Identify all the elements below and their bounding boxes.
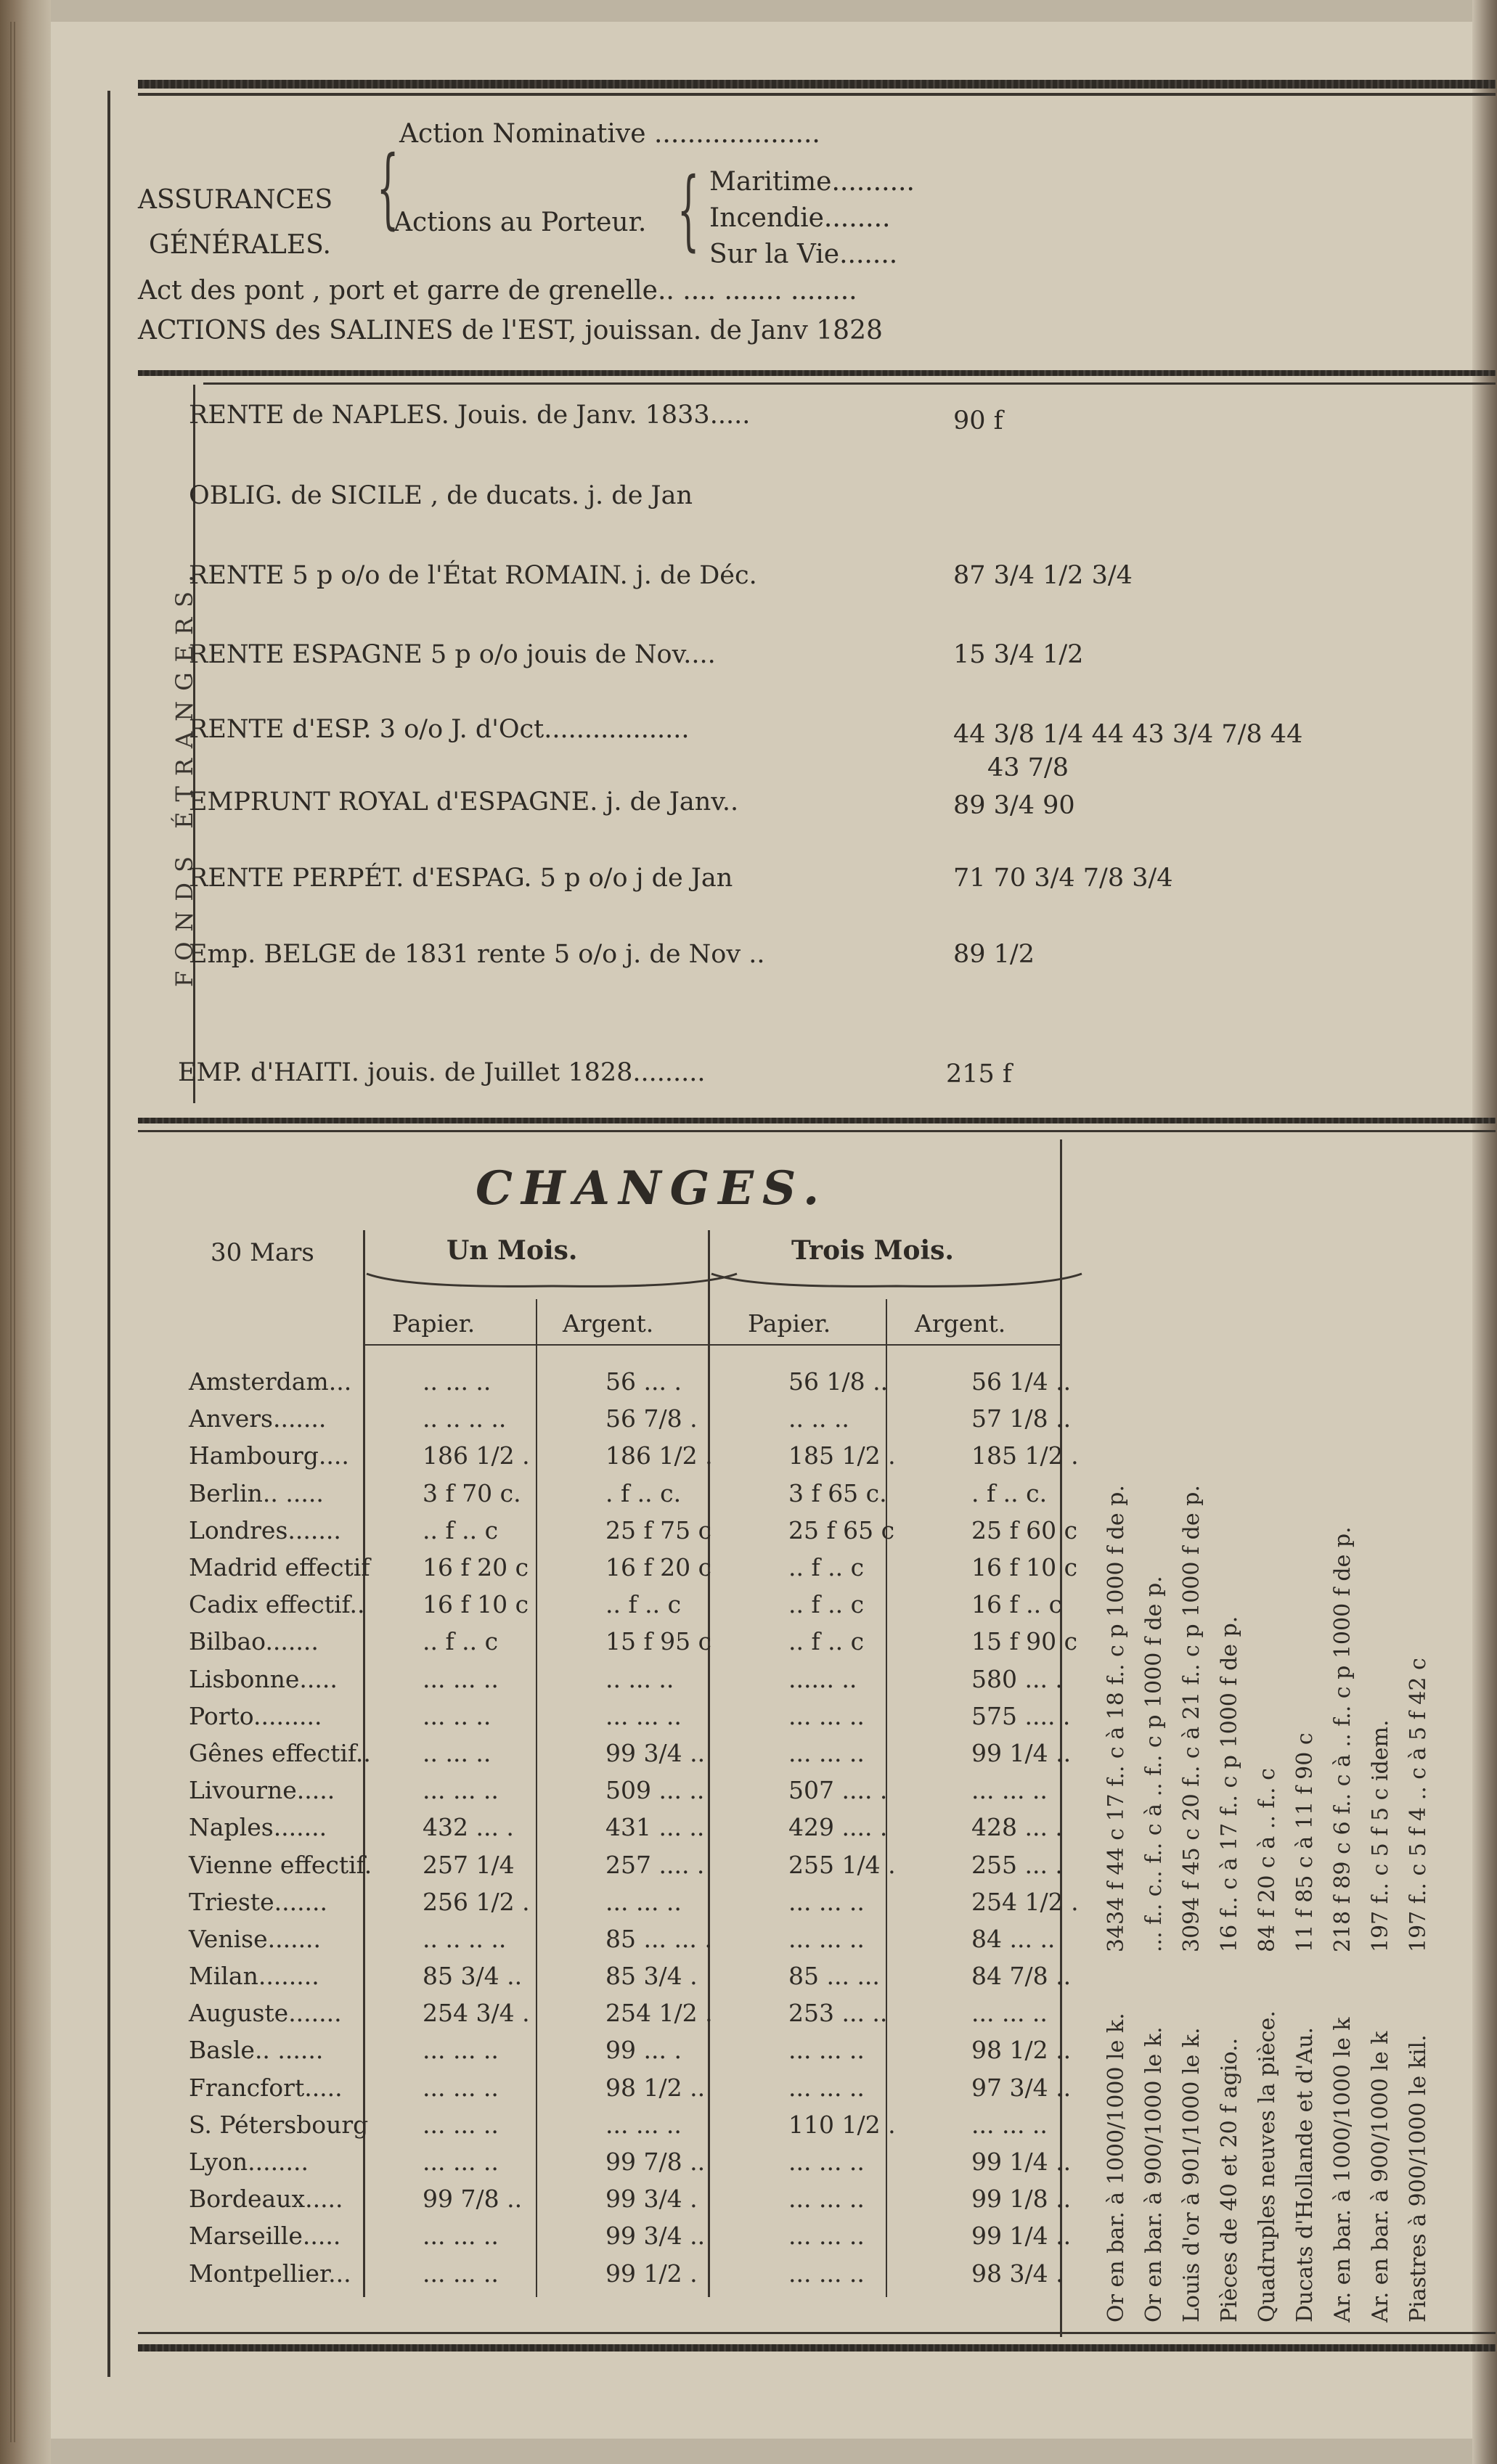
- papier-1m: ... ... ..: [423, 1664, 499, 1693]
- changes-row: [183, 2180, 1146, 2217]
- metal-label: Piastres à 900/1000 le kil.: [1406, 2034, 1431, 2322]
- papier-1m: .. ... ..: [423, 1367, 491, 1396]
- argent-3m: . f .. c.: [971, 1478, 1048, 1507]
- city-cell: Londres.......: [189, 1515, 341, 1544]
- papier-1m: 16 f 20 c: [423, 1553, 529, 1582]
- metal-price: 197 f.. c 5 f 4 .. c à 5 f 42 c: [1406, 1658, 1431, 1952]
- argent-1m: .. ... ..: [605, 1664, 674, 1693]
- changes-table: [183, 1363, 1146, 2292]
- argent-3m: 16 f 10 c: [971, 1553, 1078, 1582]
- argent-1m: 254 1/2 .: [605, 1999, 713, 2028]
- metal-label: Ar. en bar. à 900/1000 le k: [1368, 2031, 1393, 2322]
- papier-1m: .. f .. c: [423, 1515, 499, 1544]
- fonds-name: RENTE ESPAGNE 5 p o/o jouis de Nov....: [189, 640, 716, 669]
- city-cell: Hambourg....: [189, 1441, 349, 1470]
- city-cell: Gênes effectif..: [189, 1738, 371, 1767]
- papier-3m: ... ... ..: [788, 1701, 865, 1730]
- papier-3m: 185 1/2 .: [788, 1441, 896, 1470]
- changes-row: [183, 2106, 1146, 2143]
- papier-3m: 56 1/8 ..: [788, 1367, 889, 1396]
- metal-price: 3434 f 44 c 17 f.. c à 18 f.. c p 1000 f de p.: [1104, 1485, 1129, 1952]
- argent-1m: 257 .... .: [605, 1850, 705, 1879]
- changes-date: 30 Mars: [211, 1238, 314, 1267]
- papier-3m: 25 f 65 c: [788, 1515, 895, 1544]
- papier-3m: ... ... ..: [788, 1738, 865, 1767]
- maritime: Maritime..........: [709, 167, 915, 197]
- papier-3m: 110 1/2 .: [788, 2110, 896, 2139]
- fonds-price: 215 f: [946, 1060, 1012, 1089]
- papier-1m: 257 1/4: [423, 1850, 515, 1879]
- papier-3m: ... ... ..: [788, 2185, 865, 2214]
- pont-port-line: Act des pont , port et garre de grenelle.. .... ....... ........: [138, 276, 857, 306]
- incendie: Incendie........: [709, 203, 891, 233]
- changes-title: CHANGES.: [476, 1161, 828, 1216]
- argent-1m: 509 ... ..: [605, 1776, 705, 1805]
- changes-row: [183, 2217, 1146, 2254]
- argent-3m: 428 ... .: [971, 1813, 1063, 1842]
- papier-3m: ... ... ..: [788, 2222, 865, 2251]
- argent-3m: ... ... ..: [971, 2110, 1048, 2139]
- fonds-price: 89 3/4 90: [953, 791, 1075, 820]
- assurances-label: ASSURANCES: [138, 185, 333, 215]
- fonds-bottom-rule: [138, 1118, 1496, 1123]
- argent-1m: 56 7/8 .: [605, 1404, 698, 1433]
- argent-3m: 84 7/8 ..: [971, 1962, 1072, 1991]
- papier-1m: .. f .. c: [423, 1627, 499, 1656]
- changes-row: [183, 2255, 1146, 2292]
- changes-row: [183, 1512, 1146, 1549]
- argent-3m: 99 1/4 ..: [971, 2222, 1072, 2251]
- un-mois-header: Un Mois.: [446, 1235, 578, 1266]
- changes-row: [183, 2143, 1146, 2180]
- argent-3m: 98 1/2 ..: [971, 2036, 1072, 2065]
- papier-1m: ... ... ..: [423, 2073, 499, 2102]
- trois-mois-flourish: [708, 1270, 1085, 1292]
- papier-3m: 253 ... ..: [788, 1999, 888, 2028]
- argent-3m: ... ... ..: [971, 1776, 1048, 1805]
- city-cell: Milan........: [189, 1962, 319, 1991]
- fonds-name: EMP. d'HAITI. jouis. de Juillet 1828.........: [178, 1058, 706, 1087]
- argent-1m: 15 f 95 c: [605, 1627, 712, 1656]
- papier-header-1: Papier.: [392, 1309, 476, 1338]
- argent-1m: .. f .. c: [605, 1590, 682, 1619]
- argent-1m: 99 3/4 ..: [605, 2222, 706, 2251]
- city-cell: Cadix effectif..: [189, 1590, 365, 1619]
- brace-left: {: [376, 138, 399, 239]
- argent-1m: 99 3/4 ..: [605, 1738, 706, 1767]
- fonds-price: 44 3/8 1/4 44 43 3/4 7/8 44: [953, 720, 1303, 749]
- argent-3m: 185 1/2 .: [971, 1441, 1079, 1470]
- fonds-top-thin: [203, 382, 1496, 385]
- argent-1m: 99 3/4 .: [605, 2185, 698, 2214]
- papier-3m: 507 .... .: [788, 1776, 888, 1805]
- bottom-rule-thin: [138, 2332, 1496, 2334]
- city-cell: Basle.. ......: [189, 2036, 324, 2065]
- argent-1m: 16 f 20 c: [605, 1553, 712, 1582]
- argent-1m: 99 1/2 .: [605, 2259, 698, 2288]
- city-cell: Livourne.....: [189, 1776, 335, 1805]
- city-cell: Berlin.. .....: [189, 1478, 324, 1507]
- papier-1m: ... ... ..: [423, 2259, 499, 2288]
- papier-3m: ... ... ..: [788, 1924, 865, 1953]
- papier-1m: .. ... ..: [423, 1738, 491, 1767]
- fonds-price: 15 3/4 1/2: [953, 640, 1084, 669]
- fonds-name: RENTE 5 p o/o de l'État ROMAIN. j. de Déc.: [189, 561, 757, 590]
- papier-3m: ...... ..: [788, 1664, 857, 1693]
- argent-3m: 84 ... ..: [971, 1924, 1056, 1953]
- city-cell: Trieste.......: [189, 1887, 328, 1916]
- argent-1m: ... ... ..: [605, 2110, 682, 2139]
- book-binding-edge: [0, 0, 51, 2464]
- papier-1m: ... ... ..: [423, 2110, 499, 2139]
- papier-3m: ... ... ..: [788, 2148, 865, 2177]
- fonds-name: RENTE de NAPLES. Jouis. de Janv. 1833.....: [189, 401, 751, 430]
- argent-3m: 25 f 60 c: [971, 1515, 1078, 1544]
- fonds-price: 71 70 3/4 7/8 3/4: [953, 864, 1173, 893]
- papier-1m: 16 f 10 c: [423, 1590, 529, 1619]
- changes-row: [183, 1698, 1146, 1735]
- fonds-name: Emp. BELGE de 1831 rente 5 o/o j. de Nov ..: [189, 940, 765, 969]
- fonds-name: RENTE PERPÉT. d'ESPAG. 5 p o/o j de Jan: [189, 864, 733, 893]
- argent-header-3: Argent.: [915, 1309, 1006, 1338]
- papier-1m: 3 f 70 c.: [423, 1478, 521, 1507]
- argent-3m: 57 1/8 ..: [971, 1404, 1072, 1433]
- argent-3m: 15 f 90 c: [971, 1627, 1078, 1656]
- metal-label: Ar. en bar. à 1000/1000 le k: [1330, 2017, 1355, 2322]
- metal-label: Or en bar. à 900/1000 le k.: [1141, 2026, 1167, 2322]
- argent-1m: . f .. c.: [605, 1478, 682, 1507]
- argent-3m: 56 1/4 ..: [971, 1367, 1072, 1396]
- changes-row: [183, 1846, 1146, 1883]
- changes-row: [183, 1363, 1146, 1400]
- argent-3m: 97 3/4 ..: [971, 2073, 1072, 2102]
- changes-row: [183, 2069, 1146, 2106]
- metal-label: Louis d'or à 901/1000 le k.: [1179, 2027, 1204, 2322]
- changes-row: [183, 1957, 1146, 1994]
- changes-row: [183, 1920, 1146, 1957]
- city-cell: Lisbonne.....: [189, 1664, 338, 1693]
- argent-header-1: Argent.: [563, 1309, 654, 1338]
- fonds-price: 87 3/4 1/2 3/4: [953, 561, 1133, 590]
- city-cell: Montpellier...: [189, 2259, 351, 2288]
- brace-right: {: [677, 160, 700, 261]
- top-rule: [138, 80, 1496, 89]
- argent-1m: 25 f 75 c: [605, 1515, 712, 1544]
- document-page: [51, 22, 1472, 2439]
- argent-3m: 575 .... .: [971, 1701, 1071, 1730]
- papier-1m: ... .. ..: [423, 1701, 491, 1730]
- city-cell: Porto.........: [189, 1701, 322, 1730]
- argent-3m: 580 ... .: [971, 1664, 1063, 1693]
- papier-3m: ... ... ..: [788, 2259, 865, 2288]
- papier-3m: 3 f 65 c.: [788, 1478, 887, 1507]
- papier-1m: 99 7/8 ..: [423, 2185, 523, 2214]
- argent-3m: 255 ... .: [971, 1850, 1063, 1879]
- city-cell: Francfort.....: [189, 2073, 343, 2102]
- argent-1m: 85 ... ... .: [605, 1924, 712, 1953]
- papier-3m: .. f .. c: [788, 1553, 865, 1582]
- changes-row: [183, 2031, 1146, 2068]
- un-mois-flourish: [363, 1270, 741, 1292]
- city-cell: Lyon........: [189, 2148, 309, 2177]
- argent-3m: 16 f .. c: [971, 1590, 1063, 1619]
- changes-row: [183, 1400, 1146, 1437]
- changes-row: [183, 1586, 1146, 1623]
- papier-3m: .. .. ..: [788, 1404, 849, 1433]
- papier-1m: 186 1/2 .: [423, 1441, 530, 1470]
- papier-header-3: Papier.: [748, 1309, 831, 1338]
- papier-3m: .. f .. c: [788, 1627, 865, 1656]
- changes-row: [183, 1437, 1146, 1474]
- argent-1m: 99 ... .: [605, 2036, 682, 2065]
- changes-row: [183, 1549, 1146, 1586]
- metal-label: Ducats d'Hollande et d'Au.: [1292, 2027, 1318, 2322]
- papier-1m: 256 1/2 .: [423, 1887, 530, 1916]
- papier-1m: ... ... ..: [423, 2036, 499, 2065]
- papier-1m: .. .. .. ..: [423, 1924, 507, 1953]
- argent-1m: 56 ... .: [605, 1367, 682, 1396]
- changes-row: [183, 1809, 1146, 1846]
- metal-price: 11 f 85 c à 11 f 90 c: [1292, 1732, 1318, 1952]
- papier-3m: ... ... ..: [788, 2073, 865, 2102]
- city-cell: S. Pétersbourg: [189, 2110, 369, 2139]
- papier-1m: ... ... ..: [423, 2148, 499, 2177]
- argent-1m: ... ... ..: [605, 1701, 682, 1730]
- metal-label: Or en bar. à 1000/1000 le k.: [1104, 2013, 1129, 2322]
- fonds-name: OBLIG. de SICILE , de ducats. j. de Jan: [189, 481, 693, 510]
- papier-1m: 85 3/4 ..: [423, 1962, 523, 1991]
- papier-1m: 254 3/4 .: [423, 1999, 530, 2028]
- papier-3m: .. f .. c: [788, 1590, 865, 1619]
- city-cell: Auguste.......: [189, 1999, 342, 2028]
- city-cell: Vienne effectif.: [189, 1850, 372, 1879]
- changes-row: [183, 1772, 1146, 1809]
- changes-row: [183, 1661, 1146, 1698]
- left-border: [107, 91, 110, 2377]
- metal-price: 84 f 20 c à .. f.. c: [1255, 1768, 1280, 1952]
- papier-1m: ... ... ..: [423, 1776, 499, 1805]
- bottom-rule: [138, 2344, 1496, 2352]
- fonds-etrangers-label: FONDS ÉTRANGERS.: [171, 564, 198, 987]
- changes-row: [183, 1475, 1146, 1512]
- changes-row: [183, 1735, 1146, 1772]
- argent-1m: 431 ... ..: [605, 1813, 705, 1842]
- changes-row: [183, 1994, 1146, 2031]
- metal-label: Quadruples neuves la pièce.: [1255, 2010, 1280, 2322]
- papier-1m: 432 ... .: [423, 1813, 514, 1842]
- argent-3m: 99 1/4 ..: [971, 1738, 1072, 1767]
- trois-mois-header: Trois Mois.: [791, 1235, 954, 1266]
- fonds-price: 89 1/2: [953, 940, 1035, 969]
- actions-porteur: Actions au Porteur.: [393, 208, 647, 237]
- fonds-name: RENTE d'ESP. 3 o/o J. d'Oct..................: [189, 715, 690, 744]
- argent-1m: 186 1/2 .: [605, 1441, 713, 1470]
- sur-la-vie: Sur la Vie.......: [709, 240, 898, 269]
- action-nominative: Action Nominative ....................: [399, 119, 820, 149]
- metal-price: 3094 f 45 c 20 f.. c à 21 f.. c p 1000 f de p.: [1179, 1485, 1204, 1952]
- city-cell: Amsterdam...: [189, 1367, 352, 1396]
- fonds-price-cont: 43 7/8: [987, 753, 1069, 782]
- city-cell: Marseille.....: [189, 2222, 341, 2251]
- fonds-name: EMPRUNT ROYAL d'ESPAGNE. j. de Janv..: [189, 787, 739, 816]
- fonds-bottom-thin: [138, 1130, 1496, 1132]
- metal-price: 16 f.. c à 17 f.. c p 1000 f de p.: [1217, 1616, 1242, 1952]
- metal-price: ... f.. c.. f.. c à .. f.. c p 1000 f de p.: [1141, 1576, 1167, 1952]
- fonds-price: 90 f: [953, 406, 1003, 435]
- argent-1m: 99 7/8 ..: [605, 2148, 706, 2177]
- argent-3m: ... ... ..: [971, 1999, 1048, 2028]
- metal-price: 218 f 89 c 6 f.. c à .. f.. c p 1000 f de p.: [1330, 1526, 1355, 1952]
- papier-3m: 255 1/4 .: [788, 1850, 896, 1879]
- changes-row: [183, 1883, 1146, 1920]
- city-cell: Bordeaux.....: [189, 2185, 343, 2214]
- changes-row: [183, 1623, 1146, 1660]
- papier-3m: 429 .... .: [788, 1813, 888, 1842]
- argent-1m: 98 1/2 ..: [605, 2073, 706, 2102]
- argent-1m: 85 3/4 .: [605, 1962, 698, 1991]
- papier-1m: ... ... ..: [423, 2222, 499, 2251]
- city-cell: Anvers.......: [189, 1404, 327, 1433]
- metal-price: 197 f.. c 5 f 5 c idem.: [1368, 1719, 1393, 1952]
- city-cell: Bilbao.......: [189, 1627, 319, 1656]
- subheader-rule: [363, 1344, 1060, 1346]
- assurances-rule: [138, 370, 1496, 376]
- argent-3m: 254 1/2 .: [971, 1887, 1079, 1916]
- city-cell: Venise.......: [189, 1924, 322, 1953]
- top-rule-thin: [138, 93, 1496, 96]
- papier-3m: 85 ... ...: [788, 1962, 880, 1991]
- papier-1m: .. .. .. ..: [423, 1404, 507, 1433]
- salines-line: ACTIONS des SALINES de l'EST, jouissan. de Janv 1828: [138, 316, 883, 345]
- argent-3m: 99 1/4 ..: [971, 2148, 1072, 2177]
- argent-1m: ... ... ..: [605, 1887, 682, 1916]
- metal-label: Pièces de 40 et 20 f agio..: [1217, 2037, 1242, 2322]
- papier-3m: ... ... ..: [788, 2036, 865, 2065]
- papier-3m: ... ... ..: [788, 1887, 865, 1916]
- city-cell: Madrid effectif: [189, 1553, 370, 1582]
- argent-3m: 98 3/4 .: [971, 2259, 1064, 2288]
- generales-label: GÉNÉRALES.: [149, 230, 331, 260]
- city-cell: Naples.......: [189, 1813, 327, 1842]
- argent-3m: 99 1/8 ..: [971, 2185, 1072, 2214]
